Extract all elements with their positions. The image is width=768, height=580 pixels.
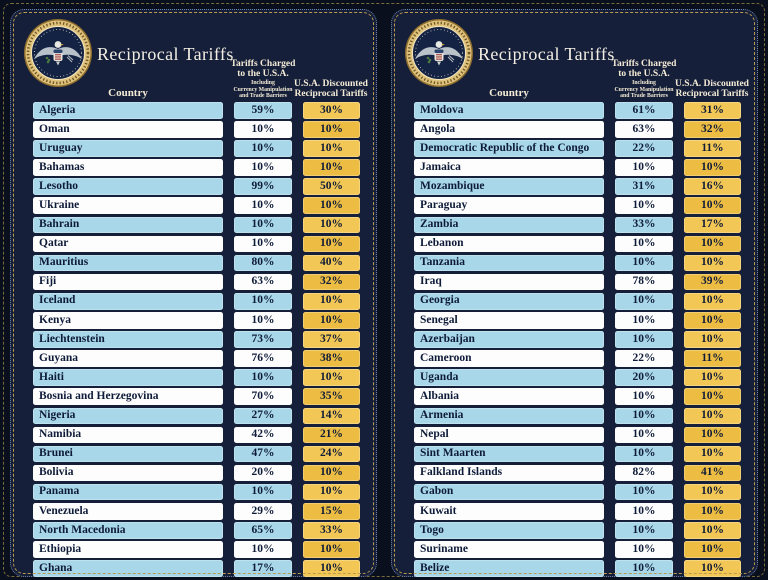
discounted-tariff-cell: 50% [303, 178, 360, 195]
tariff-charged-cell: 99% [234, 178, 292, 195]
discounted-tariff-cell: 10% [303, 217, 360, 234]
discounted-tariff-cell: 10% [303, 312, 360, 329]
tariff-charged-cell: 63% [615, 121, 673, 138]
column-header-discounted: U.S.A. Discounted Reciprocal Tariffs [294, 79, 368, 100]
discounted-tariff-cell: 10% [684, 369, 741, 386]
tariff-charged-cell: 10% [234, 197, 292, 214]
tariff-charged-cell: 10% [615, 388, 673, 405]
country-cell: Kenya [33, 312, 223, 329]
tariff-charged-cell: 10% [615, 560, 673, 577]
country-cell: Angola [414, 121, 604, 138]
discounted-tariff-cell: 10% [303, 140, 360, 157]
tariff-charged-cell: 10% [615, 159, 673, 176]
country-cell: Ethiopia [33, 541, 223, 558]
tariff-charged-cell: 22% [615, 140, 673, 157]
panels-container [10, 9, 758, 577]
country-cell: Lebanon [414, 236, 604, 253]
country-cell: Nepal [414, 427, 604, 444]
country-cell: Bosnia and Herzegovina [33, 388, 223, 405]
tariff-charged-cell: 20% [615, 369, 673, 386]
country-cell: Bahamas [33, 159, 223, 176]
tariff-panel-left [10, 9, 377, 577]
tariff-charged-cell: 76% [234, 350, 292, 367]
discounted-tariff-cell: 21% [303, 427, 360, 444]
discounted-tariff-cell: 10% [303, 121, 360, 138]
tariff-charged-cell: 10% [234, 217, 292, 234]
country-cell: Namibia [33, 427, 223, 444]
presidential-seal-icon [23, 18, 93, 88]
presidential-seal-icon [404, 18, 474, 88]
tariff-table [33, 102, 360, 577]
country-cell: Moldova [414, 102, 604, 119]
tariff-charged-cell: 31% [615, 178, 673, 195]
country-cell: Zambia [414, 217, 604, 234]
column-header-discounted: U.S.A. Discounted Reciprocal Tariffs [675, 79, 749, 100]
tariff-table [414, 102, 741, 577]
discounted-tariff-cell: 10% [684, 197, 741, 214]
country-cell: Armenia [414, 408, 604, 425]
tariff-charged-cell: 73% [234, 331, 292, 348]
country-cell: Paraguay [414, 197, 604, 214]
column-header-tariffs-charged: Tariffs Charged to the U.S.A. Including Currency Manipulation and Trade Barriers [611, 59, 677, 100]
country-cell: Venezuela [33, 503, 223, 520]
tariff-charged-cell: 10% [615, 427, 673, 444]
discounted-tariff-cell: 10% [684, 427, 741, 444]
tariff-charged-cell: 10% [234, 236, 292, 253]
tariff-charged-cell: 80% [234, 255, 292, 272]
country-cell: Lesotho [33, 178, 223, 195]
tariff-charged-cell: 27% [234, 408, 292, 425]
country-cell: Bahrain [33, 217, 223, 234]
tariff-charged-cell: 10% [615, 446, 673, 463]
country-cell: Brunei [33, 446, 223, 463]
country-cell: Iceland [33, 293, 223, 310]
tariff-charged-cell: 10% [615, 236, 673, 253]
tariff-charged-cell: 10% [615, 197, 673, 214]
tariff-charged-cell: 33% [615, 217, 673, 234]
tariff-charged-cell: 10% [615, 522, 673, 539]
tariff-panel-right [391, 9, 758, 577]
country-cell: Fiji [33, 274, 223, 291]
country-cell: North Macedonia [33, 522, 223, 539]
page-title: Reciprocal Tariffs [97, 44, 234, 64]
tariff-charged-cell: 61% [615, 102, 673, 119]
country-cell: Liechtenstein [33, 331, 223, 348]
tariff-charged-cell: 10% [615, 293, 673, 310]
country-cell: Qatar [33, 236, 223, 253]
country-cell: Uganda [414, 369, 604, 386]
page-title: Reciprocal Tariffs [478, 44, 615, 64]
discounted-tariff-cell: 16% [684, 178, 741, 195]
discounted-tariff-cell: 35% [303, 388, 360, 405]
discounted-tariff-cell: 10% [684, 446, 741, 463]
discounted-tariff-cell: 38% [303, 350, 360, 367]
tariff-charged-cell: 10% [615, 312, 673, 329]
tariff-charged-cell: 10% [234, 159, 292, 176]
discounted-tariff-cell: 10% [303, 293, 360, 310]
discounted-tariff-cell: 10% [684, 408, 741, 425]
country-cell: Jamaica [414, 159, 604, 176]
discounted-tariff-cell: 33% [303, 522, 360, 539]
discounted-tariff-cell: 10% [303, 484, 360, 501]
country-cell: Sint Maarten [414, 446, 604, 463]
tariff-charged-cell: 65% [234, 522, 292, 539]
discounted-tariff-cell: 10% [303, 369, 360, 386]
discounted-tariff-cell: 10% [684, 255, 741, 272]
discounted-tariff-cell: 11% [684, 140, 741, 157]
tariff-charged-cell: 10% [234, 484, 292, 501]
discounted-tariff-cell: 30% [303, 102, 360, 119]
panel-header [414, 16, 749, 102]
discounted-tariff-cell: 32% [303, 274, 360, 291]
discounted-tariff-cell: 10% [684, 159, 741, 176]
country-cell: Panama [33, 484, 223, 501]
country-cell: Togo [414, 522, 604, 539]
country-cell: Kuwait [414, 503, 604, 520]
country-cell: Haiti [33, 369, 223, 386]
country-cell: Belize [414, 560, 604, 577]
country-cell: Suriname [414, 541, 604, 558]
discounted-tariff-cell: 10% [684, 484, 741, 501]
country-cell: Georgia [414, 293, 604, 310]
tariff-charged-cell: 10% [234, 312, 292, 329]
tariff-charged-cell: 22% [615, 350, 673, 367]
tariff-charged-cell: 20% [234, 465, 292, 482]
discounted-tariff-cell: 10% [684, 331, 741, 348]
tariff-charged-cell: 70% [234, 388, 292, 405]
tariff-charged-cell: 10% [234, 541, 292, 558]
column-header-country: Country [489, 87, 529, 100]
discounted-tariff-cell: 10% [303, 197, 360, 214]
discounted-tariff-cell: 11% [684, 350, 741, 367]
column-header-country: Country [108, 87, 148, 100]
discounted-tariff-cell: 41% [684, 465, 741, 482]
country-cell: Oman [33, 121, 223, 138]
discounted-tariff-cell: 39% [684, 274, 741, 291]
tariff-charged-cell: 17% [234, 560, 292, 577]
country-cell: Cameroon [414, 350, 604, 367]
tariff-charged-cell: 10% [615, 484, 673, 501]
tariff-charged-cell: 59% [234, 102, 292, 119]
tariff-charged-cell: 10% [615, 255, 673, 272]
tariff-charged-cell: 10% [234, 369, 292, 386]
country-cell: Mauritius [33, 255, 223, 272]
discounted-tariff-cell: 37% [303, 331, 360, 348]
discounted-tariff-cell: 10% [684, 388, 741, 405]
country-cell: Democratic Republic of the Congo [414, 140, 604, 157]
tariff-charged-cell: 10% [615, 331, 673, 348]
discounted-tariff-cell: 10% [684, 522, 741, 539]
tariff-charged-cell: 29% [234, 503, 292, 520]
tariff-charged-cell: 10% [234, 121, 292, 138]
discounted-tariff-cell: 10% [303, 560, 360, 577]
country-cell: Ukraine [33, 197, 223, 214]
discounted-tariff-cell: 10% [303, 236, 360, 253]
tariff-charged-cell: 10% [234, 293, 292, 310]
discounted-tariff-cell: 31% [684, 102, 741, 119]
country-cell: Albania [414, 388, 604, 405]
country-cell: Ghana [33, 560, 223, 577]
tariff-charged-cell: 78% [615, 274, 673, 291]
country-cell: Iraq [414, 274, 604, 291]
country-cell: Nigeria [33, 408, 223, 425]
country-cell: Gabon [414, 484, 604, 501]
discounted-tariff-cell: 10% [303, 159, 360, 176]
discounted-tariff-cell: 15% [303, 503, 360, 520]
panel-header [33, 16, 368, 102]
country-cell: Mozambique [414, 178, 604, 195]
discounted-tariff-cell: 10% [684, 503, 741, 520]
tariff-charged-cell: 82% [615, 465, 673, 482]
tariff-charged-cell: 10% [615, 541, 673, 558]
tariff-charged-cell: 42% [234, 427, 292, 444]
country-cell: Guyana [33, 350, 223, 367]
country-cell: Azerbaijan [414, 331, 604, 348]
discounted-tariff-cell: 10% [684, 560, 741, 577]
discounted-tariff-cell: 10% [303, 541, 360, 558]
country-cell: Falkland Islands [414, 465, 604, 482]
discounted-tariff-cell: 10% [303, 465, 360, 482]
country-cell: Senegal [414, 312, 604, 329]
country-cell: Uruguay [33, 140, 223, 157]
country-cell: Algeria [33, 102, 223, 119]
tariff-charged-cell: 47% [234, 446, 292, 463]
tariff-charged-cell: 63% [234, 274, 292, 291]
tariff-charged-cell: 10% [234, 140, 292, 157]
column-header-tariffs-charged: Tariffs Charged to the U.S.A. Including Currency Manipulation and Trade Barriers [230, 59, 296, 100]
tariff-charged-cell: 10% [615, 408, 673, 425]
discounted-tariff-cell: 14% [303, 408, 360, 425]
country-cell: Bolivia [33, 465, 223, 482]
tariff-charged-cell: 10% [615, 503, 673, 520]
discounted-tariff-cell: 32% [684, 121, 741, 138]
discounted-tariff-cell: 10% [684, 293, 741, 310]
discounted-tariff-cell: 17% [684, 217, 741, 234]
discounted-tariff-cell: 10% [684, 541, 741, 558]
discounted-tariff-cell: 40% [303, 255, 360, 272]
discounted-tariff-cell: 10% [684, 312, 741, 329]
country-cell: Tanzania [414, 255, 604, 272]
discounted-tariff-cell: 24% [303, 446, 360, 463]
discounted-tariff-cell: 10% [684, 236, 741, 253]
